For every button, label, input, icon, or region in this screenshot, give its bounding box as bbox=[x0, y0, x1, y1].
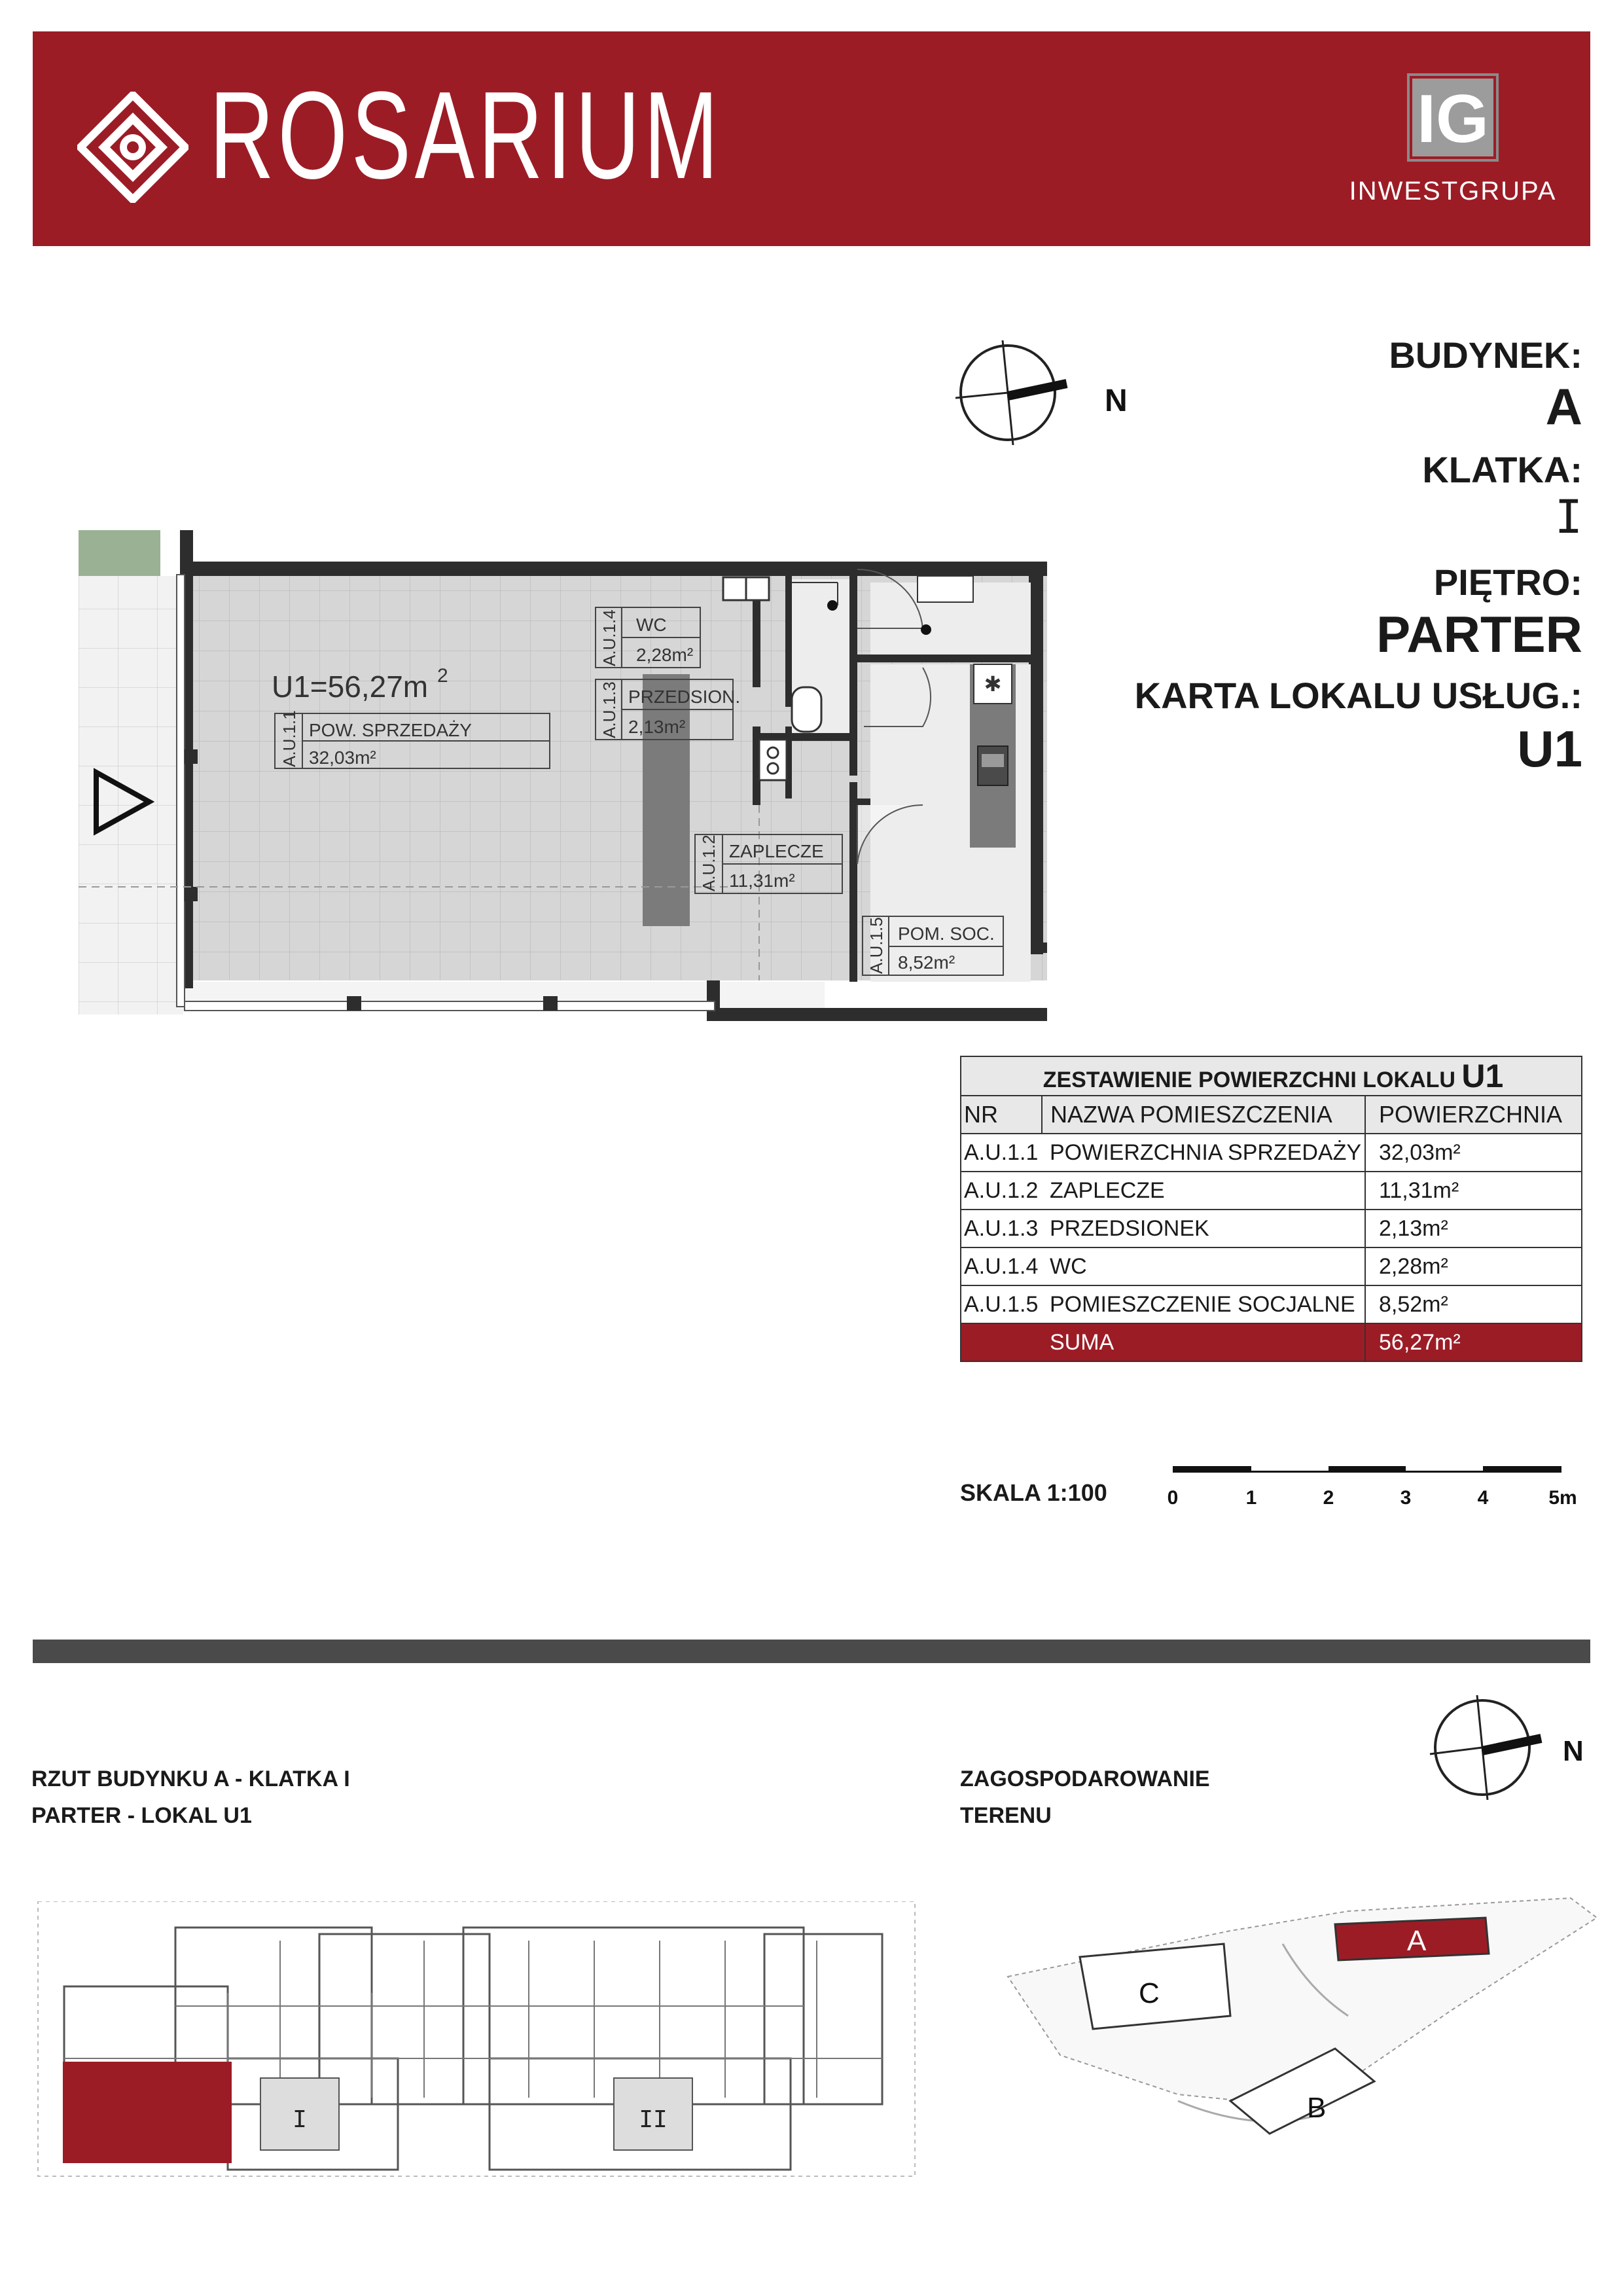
stair-label: KLATKA: bbox=[1422, 449, 1582, 490]
svg-text:WC: WC bbox=[636, 615, 667, 635]
rosarium-logo-icon bbox=[77, 92, 188, 203]
svg-text:A.U.1.2: A.U.1.2 bbox=[699, 834, 719, 891]
unit-u1-highlight bbox=[63, 2062, 232, 2163]
building-value: A bbox=[1545, 378, 1582, 435]
table-sum-row: SUMA 56,27m² bbox=[961, 1323, 1582, 1361]
building-label-b: B bbox=[1307, 2092, 1327, 2124]
card-label: KARTA LOKALU USŁUG.: bbox=[1134, 675, 1582, 716]
stair-label-ii: II bbox=[639, 2106, 668, 2133]
svg-text:11,31m²: 11,31m² bbox=[729, 870, 795, 891]
building-overview-plan bbox=[31, 1901, 921, 2183]
scale-label: SKALA 1:100 bbox=[960, 1479, 1107, 1506]
table-row: A.U.1.3 PRZEDSIONEK 2,13m² bbox=[961, 1210, 1582, 1247]
svg-text:ZAPLECZE: ZAPLECZE bbox=[729, 841, 824, 861]
scale-tick: 5m bbox=[1548, 1487, 1577, 1509]
svg-text:2,13m²: 2,13m² bbox=[628, 717, 686, 737]
floor-plan bbox=[79, 530, 1047, 1028]
section-divider bbox=[33, 1640, 1590, 1663]
table-header-row: NR NAZWA POMIESZCZENIA POWIERZCHNIA bbox=[961, 1096, 1582, 1134]
svg-text:POW. SPRZEDAŻY: POW. SPRZEDAŻY bbox=[309, 720, 472, 740]
building-label-a: A bbox=[1407, 1925, 1427, 1957]
svg-text:A.U.1.3: A.U.1.3 bbox=[599, 681, 619, 738]
toilet-icon bbox=[792, 687, 821, 732]
scale-tick: 0 bbox=[1167, 1487, 1179, 1509]
table-row: A.U.1.5 POMIESZCZENIE SOCJALNE 8,52m² bbox=[961, 1285, 1582, 1323]
scale-tick: 4 bbox=[1477, 1487, 1489, 1509]
card-value: U1 bbox=[1517, 720, 1582, 778]
svg-text:2,28m²: 2,28m² bbox=[636, 645, 694, 665]
north-compass-icon bbox=[955, 340, 1132, 445]
building-label-c: C bbox=[1139, 1977, 1160, 2009]
scale-tick: 2 bbox=[1323, 1487, 1334, 1509]
greenery bbox=[79, 530, 160, 576]
svg-text:POM. SOC.: POM. SOC. bbox=[898, 924, 995, 944]
ig-logo-letters: IG bbox=[1417, 81, 1489, 157]
stair-label-i: I bbox=[293, 2106, 307, 2133]
developer-name: INWESTGRUPA bbox=[1349, 177, 1557, 206]
svg-text:A.U.1.4: A.U.1.4 bbox=[599, 609, 619, 666]
svg-text:32,03m²: 32,03m² bbox=[309, 747, 376, 768]
building-plan-caption: RZUT BUDYNKU A - KLATKA I PARTER - LOKAL U1 bbox=[31, 1767, 350, 1829]
floor-label: PIĘTRO: bbox=[1433, 562, 1582, 603]
table-title: ZESTAWIENIE POWIERZCHNI LOKALU U1 bbox=[961, 1056, 1582, 1096]
floor-value: PARTER bbox=[1376, 605, 1582, 663]
stair-value: I bbox=[1554, 490, 1582, 544]
svg-text:8,52m²: 8,52m² bbox=[898, 952, 955, 973]
brand-name: ROSARIUM bbox=[209, 66, 722, 205]
scale-tick: 1 bbox=[1245, 1487, 1257, 1509]
north-letter: N bbox=[1105, 384, 1128, 418]
svg-text:2: 2 bbox=[437, 665, 448, 687]
site-plan-caption: ZAGOSPODAROWANIE TERENU bbox=[960, 1767, 1210, 1829]
svg-text:PRZEDSION.: PRZEDSION. bbox=[628, 687, 741, 707]
inwestgrupa-logo-icon bbox=[1407, 73, 1499, 162]
area-summary-table bbox=[960, 1056, 1582, 1362]
svg-text:N: N bbox=[1563, 1735, 1584, 1767]
scale-bar bbox=[1158, 1463, 1584, 1522]
table-row: A.U.1.2 ZAPLECZE 11,31m² bbox=[961, 1172, 1582, 1210]
svg-text:A.U.1.5: A.U.1.5 bbox=[866, 917, 886, 974]
unit-total-area: U1=56,27m bbox=[272, 670, 429, 704]
svg-text:A.U.1.1: A.U.1.1 bbox=[279, 710, 299, 767]
scale-tick: 3 bbox=[1400, 1487, 1412, 1509]
site-plan bbox=[982, 1885, 1597, 2193]
north-compass-small-icon bbox=[1414, 1695, 1590, 1800]
svg-text:✱: ✱ bbox=[984, 672, 1002, 696]
table-row: A.U.1.1 POWIERZCHNIA SPRZEDAŻY 32,03m² bbox=[961, 1134, 1582, 1172]
counter bbox=[643, 674, 690, 926]
table-row: A.U.1.4 WC 2,28m² bbox=[961, 1247, 1582, 1285]
building-label: BUDYNEK: bbox=[1389, 334, 1582, 376]
